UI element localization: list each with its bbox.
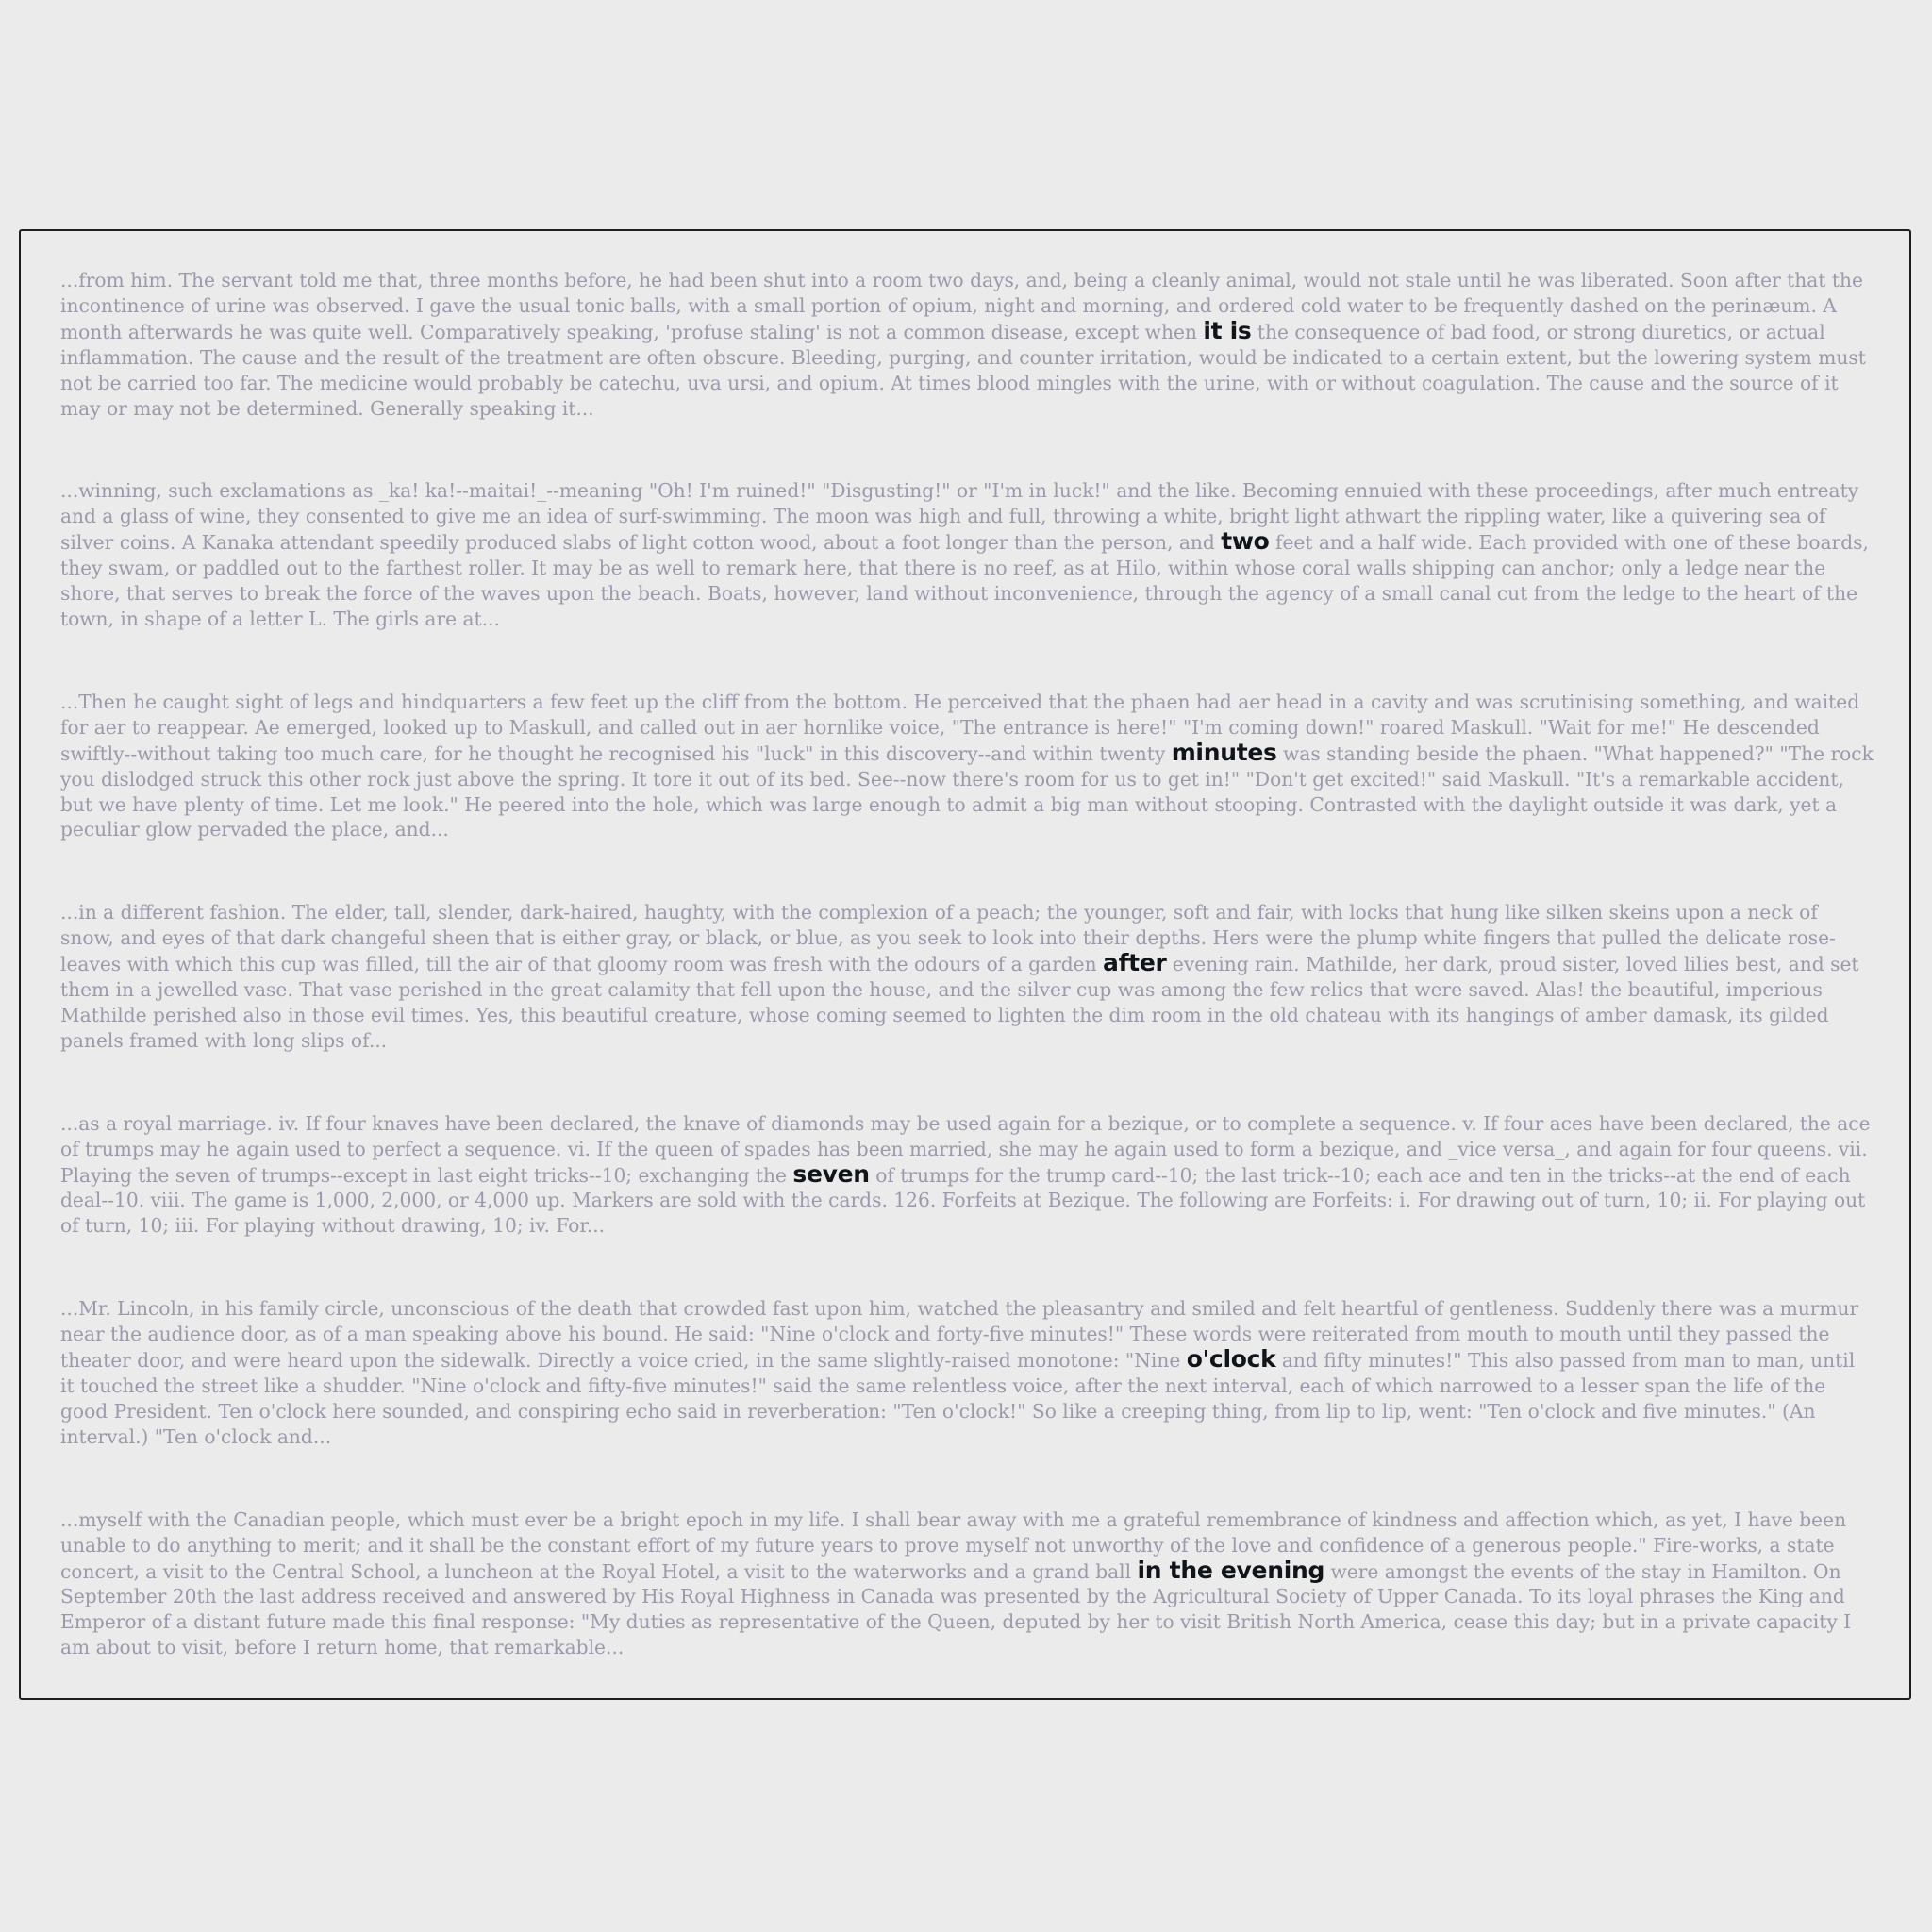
excerpt-2 xyxy=(60,478,1874,631)
excerpt-text: evening rain. Mathilde, her dark, proud sister, loved lilies best, and set them in a jewelled vase. That vase perished in the great calamity that fell upon the house, and the silver cup was among the few relics that were saved. Alas! the beautiful, imperious Mathilde perished also in those evil times. Yes, this beautiful creature, whose coming seemed to lighten the dim room in the old chateau with its hangings of amber damask, its gilded panels framed with long slips of... xyxy=(60,953,1859,1052)
excerpt-text: ...Then he caught sight of legs and hindquarters a few feet up the cliff from the bottom. He perceived that the phaen had aer head in a cavity and was scrutinising something, and waited for aer to reappear. Ae emerged, looked up to Maskull, and called out in aer hornlike voice, "The entrance is here!" "I'm coming down!" roared Maskull. "Wait for me!" He descended swiftly--without taking too much care, for he thought he recognised his "luck" in this discovery--and within twenty xyxy=(60,690,1860,765)
excerpt-6 xyxy=(60,1296,1874,1449)
excerpt-text: ...as a royal marriage. iv. If four knaves have been declared, the knave of diamonds may be used again for a bezique, or to complete a sequence. v. If four aces have been declared, the ace of trumps may he again used to perfect a sequence. vi. If the queen of spades has been married, she may he again used to form a bezique, and _vice versa_, and again for four queens. vii. Playing the seven of trumps--except in last eight tricks--10; exchanging the xyxy=(60,1111,1871,1187)
highlighted-phrase: o'clock xyxy=(1186,1345,1276,1374)
excerpt-text: ...winning, such exclamations as _ka! ka!--maitai!_--meaning "Oh! I'm ruined!" "Disgusting!" or "I'm in luck!" and the like. Becoming ennuied with these proceedings, after much entreaty and a glass of wine, they consented to give me an idea of surf-swimming. The moon was high and full, throwing a white, bright light athwart the rippling water, like a quivering sea of silver coins. A Kanaka attendant speedily produced slabs of light cotton wood, about a foot longer than the person, and xyxy=(60,479,1859,555)
excerpt-7 xyxy=(60,1507,1874,1660)
excerpt-4 xyxy=(60,900,1874,1053)
highlighted-phrase: two xyxy=(1221,527,1270,556)
excerpt-text: was standing beside the phaen. "What happened?" "The rock you dislodged struck this other rock just above the spring. It tore it out of its bed. See--now there's room for us to get in!" "Don't get excited!" said Maskull. "It's a remarkable accident, but we have plenty of time. Let me look." He peered into the hole, which was large enough to admit a big man without stooping. Contrasted with the daylight outside it was dark, yet a peculiar glow pervaded the place, and... xyxy=(60,741,1874,841)
excerpt-3 xyxy=(60,690,1874,842)
excerpt-text: ...from him. The servant told me that, three months before, he had been shut into a room two days, and, being a cleanly animal, would not stale until he was liberated. Soon after that the incontinence of urine was observed. I gave the usual tonic balls, with a small portion of opium, night and morning, and ordered cold water to be frequently dashed on the perinæum. A month afterwards he was quite well. Comparatively speaking, 'profuse staling' is not a common disease, except when xyxy=(60,269,1863,343)
excerpt-text: the consequence of bad food, or strong diuretics, or actual inflammation. The cause and the result of the treatment are often obscure. Bleeding, purging, and counter irritation, would be indicated to a certain extent, but the lowering system must not be carried too far. The medicine would probably be catechu, uva ursi, and opium. At times blood mingles with the urine, with or without coagulation. The cause and the source of it may or may not be determined. Generally speaking it... xyxy=(60,320,1866,420)
highlighted-phrase: it is xyxy=(1203,316,1252,344)
excerpt-text: ...myself with the Canadian people, which must ever be a bright epoch in my life. I shall bear away with me a grateful remembrance of kindness and affection which, as yet, I have been unable to do anything to merit; and it shall be the constant effort of my future years to prove myself not unworthy of the love and confidence of a generous people." Fire-works, a state concert, a visit to the Central School, a luncheon at the Royal Hotel, a visit to the waterworks and a grand ball xyxy=(60,1507,1847,1583)
excerpt-text: of trumps for the trump card--10; the last trick--10; each ace and ten in the tricks--at the end of each deal--10. viii. The game is 1,000, 2,000, or 4,000 up. Markers are sold with the cards. 126. Forfeits at Bezique. The following are Forfeits: i. For drawing out of turn, 10; ii. For playing out of turn, 10; iii. For playing without drawing, 10; iv. For... xyxy=(60,1163,1866,1238)
highlighted-phrase: seven xyxy=(792,1159,870,1188)
highlighted-phrase: in the evening xyxy=(1137,1556,1325,1584)
excerpt-text: and fifty minutes!" This also passed from man to man, until it touched the street like a shudder. "Nine o'clock and fifty-five minutes!" said the same relentless voice, after the next interval, each of which narrowed to a lesser span the life of the good President. Ten o'clock here sounded, and conspiring echo said in reverberation: "Ten o'clock!" So like a creeping thing, from lip to lip, went: "Ten o'clock and five minutes." (An interval.) "Ten o'clock and... xyxy=(60,1349,1856,1448)
excerpt-text: ...in a different fashion. The elder, tall, slender, dark-haired, haughty, with the complexion of a peach; the younger, soft and fair, with locks that hung like silken skeins upon a neck of snow, and eyes of that dark changeful sheen that is either gray, or black, or blue, as you seek to look into their depths. Hers were the plump white fingers that pulled the delicate rose-leaves with which this cup was filled, till the air of that gloomy room was fresh with the odours of a garden xyxy=(60,901,1836,976)
highlighted-phrase: after xyxy=(1103,949,1167,977)
excerpt-1 xyxy=(60,268,1874,421)
excerpt-5 xyxy=(60,1111,1874,1240)
excerpt-text: were amongst the events of the stay in Hamilton. On September 20th the last address received and answered by His Royal Highness in Canada was presented by the Agricultural Society of Upper Canada. To its loyal phrases the King and Emperor of a distant future made this final response: "My duties as representative of the Queen, deputed by her to visit British North America, cease this day; but in a private capacity I am about to visit, before I return home, that remarkable... xyxy=(60,1559,1852,1659)
excerpt-text: feet and a half wide. Each provided with one of these boards, they swam, or paddled out to the farthest roller. It may be as well to remark here, that there is no reef, as at Hilo, within whose coral walls shipping can anchor; only a ledge near the shore, that serves to break the force of the waves upon the beach. Boats, however, land without inconvenience, through the agency of a small canal cut from the ledge to the heart of the town, in shape of a letter L. The girls are at... xyxy=(60,531,1869,630)
highlighted-phrase: minutes xyxy=(1171,738,1277,766)
excerpt-panel xyxy=(19,229,1911,1700)
excerpt-text: ...Mr. Lincoln, in his family circle, unconscious of the death that crowded fast upon him, watched the pleasantry and smiled and felt heartful of gentleness. Suddenly there was a murmur near the audience door, as of a man speaking above his bound. He said: "Nine o'clock and forty-five minutes!" These words were reiterated from mouth to mouth until they passed the theater door, and were heard upon the sidewalk. Directly a voice cried, in the same slightly-raised monotone: "Nine xyxy=(60,1297,1859,1373)
